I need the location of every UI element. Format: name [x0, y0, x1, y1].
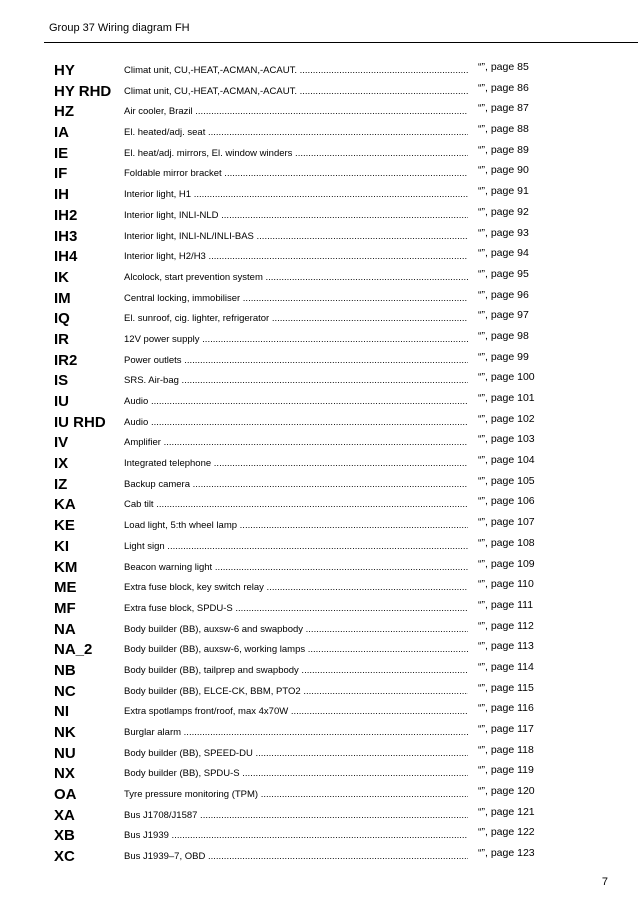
index-row: [54, 330, 594, 351]
diagram-code: IM: [54, 289, 71, 307]
page-reference[interactable]: “”, page 104: [478, 454, 535, 467]
diagram-description: Body builder (BB), SPEED-DU .....: [124, 748, 468, 760]
index-row: [54, 847, 594, 868]
diagram-description: Audio .....: [124, 396, 468, 408]
page-reference[interactable]: “”, page 90: [478, 164, 529, 177]
diagram-description: Burglar alarm .....: [124, 727, 468, 739]
diagram-code: MF: [54, 599, 76, 617]
diagram-description: Extra fuse block, key switch relay .....: [124, 582, 468, 594]
page-number: 7: [601, 876, 608, 888]
diagram-description: Body builder (BB), tailprep and swapbody .....: [124, 665, 468, 677]
diagram-description: Climat unit, CU,-HEAT,-ACMAN,-ACAUT. .....: [124, 65, 468, 77]
page-reference[interactable]: “”, page 89: [478, 143, 529, 156]
diagram-code: NA_2: [54, 641, 93, 659]
diagram-description: Body builder (BB), auxsw-6 and swapbody .....: [124, 624, 468, 636]
page-reference[interactable]: “”, page 98: [478, 329, 529, 342]
diagram-code: IR: [54, 330, 69, 348]
diagram-code: NK: [54, 724, 76, 741]
diagram-description: Bus J1939 .....: [124, 830, 468, 842]
index-row: [54, 744, 594, 765]
diagram-code: IU: [54, 393, 69, 410]
page-reference[interactable]: “”, page 93: [478, 226, 529, 239]
diagram-description: Foldable mirror bracket .....: [124, 168, 468, 180]
diagram-description: Climat unit, CU,-HEAT,-ACMAN,-ACAUT. .....: [124, 86, 468, 98]
index-row: [54, 537, 594, 558]
page-reference[interactable]: “”, page 116: [478, 702, 534, 715]
index-row: [54, 599, 594, 620]
page-reference[interactable]: “”, page 120: [478, 785, 535, 798]
diagram-description: Beacon warning light .....: [124, 562, 468, 574]
index-row: [54, 247, 594, 268]
diagram-description: El. sunroof, cig. lighter, refrigerator .....: [124, 313, 468, 325]
index-row: [54, 102, 594, 123]
page-reference[interactable]: “”, page 113: [478, 640, 534, 653]
page-reference[interactable]: “”, page 105: [478, 474, 535, 487]
diagram-code: NX: [54, 765, 75, 783]
diagram-code: IK: [54, 268, 69, 286]
diagram-description: Load light, 5:th wheel lamp .....: [124, 520, 468, 532]
index-row: [54, 806, 594, 827]
diagram-code: IU RHD: [54, 413, 106, 431]
page-reference[interactable]: “”, page 102: [478, 412, 535, 425]
diagram-description: El. heat/adj. mirrors, El. window winders .....: [124, 148, 468, 160]
index-row: [54, 268, 594, 289]
page-reference[interactable]: “”, page 111: [478, 598, 534, 611]
page-reference[interactable]: “”, page 94: [478, 247, 529, 260]
diagram-description: Cab tilt .....: [124, 499, 468, 511]
index-row: [54, 123, 594, 144]
page-reference[interactable]: “”, page 109: [478, 557, 535, 570]
diagram-description: Body builder (BB), ELCE-CK, BBM, PTO2 .....: [124, 686, 468, 698]
diagram-code: KI: [54, 537, 69, 555]
index-row: [54, 826, 594, 847]
diagram-code: IS: [54, 372, 69, 390]
index-row: [54, 661, 594, 682]
index-row: [54, 702, 594, 723]
index-row: [54, 289, 594, 310]
diagram-code: NB: [54, 661, 76, 679]
diagram-description: SRS. Air-bag .....: [124, 375, 468, 387]
diagram-description: Alcolock, start prevention system .....: [124, 272, 468, 284]
diagram-description: Extra fuse block, SPDU-S .....: [124, 603, 468, 615]
diagram-description: Body builder (BB), SPDU-S .....: [124, 768, 468, 780]
diagram-description: Integrated telephone .....: [124, 458, 468, 470]
index-row: [54, 723, 594, 744]
page-reference[interactable]: “”, page 95: [478, 267, 529, 280]
page-header-title: Group 37 Wiring diagram FH: [49, 22, 190, 34]
index-row: [54, 578, 594, 599]
index-row: [54, 185, 594, 206]
index-row: [54, 392, 594, 413]
header-divider: [44, 42, 638, 43]
diagram-code: ME: [54, 579, 77, 597]
page-reference[interactable]: “”, page 103: [478, 433, 535, 446]
index-row: [54, 516, 594, 537]
diagram-code: IQ: [54, 310, 70, 328]
page-reference[interactable]: “”, page 123: [478, 847, 535, 860]
page-reference[interactable]: “”, page 101: [478, 392, 535, 404]
index-row: [54, 433, 594, 454]
page-reference[interactable]: “”, page 106: [478, 495, 535, 508]
diagram-code: IH3: [54, 227, 78, 245]
index-row: [54, 144, 594, 165]
diagram-code: XC: [54, 848, 75, 866]
index-row: [54, 351, 594, 372]
page-reference[interactable]: “”, page 119: [478, 764, 534, 777]
page-reference[interactable]: “”, page 107: [478, 516, 535, 529]
diagram-description: 12V power supply .....: [124, 334, 468, 346]
diagram-description: Air cooler, Brazil .....: [124, 106, 468, 118]
index-list: [54, 61, 594, 868]
index-row: [54, 371, 594, 392]
page-reference[interactable]: “”, page 121: [478, 805, 535, 818]
diagram-code: NU: [54, 744, 76, 762]
index-row: [54, 454, 594, 475]
diagram-description: Extra spotlamps front/roof, max 4x70W .....: [124, 706, 468, 718]
index-row: [54, 413, 594, 434]
diagram-code: HZ: [54, 103, 74, 121]
index-row: [54, 475, 594, 496]
diagram-code: IE: [54, 144, 69, 162]
diagram-code: IF: [54, 165, 68, 183]
page-reference[interactable]: “”, page 86: [478, 81, 529, 94]
index-row: [54, 227, 594, 248]
page-reference[interactable]: “”, page 122: [478, 826, 535, 839]
diagram-code: NA: [54, 620, 76, 638]
index-row: [54, 309, 594, 330]
diagram-description: Interior light, H2/H3 .....: [124, 251, 468, 263]
diagram-code: IZ: [54, 475, 68, 493]
diagram-description: El. heated/adj. seat .....: [124, 127, 468, 139]
diagram-description: Amplifier .....: [124, 437, 468, 449]
page-reference[interactable]: “”, page 87: [478, 102, 529, 115]
page-reference[interactable]: “”, page 114: [478, 660, 534, 673]
page-reference[interactable]: “”, page 99: [478, 350, 529, 363]
diagram-description: Bus J1708/J1587 .....: [124, 810, 468, 822]
diagram-code: IV: [54, 434, 69, 452]
page-reference[interactable]: “”, page 108: [478, 536, 535, 549]
index-row: [54, 495, 594, 516]
index-row: [54, 164, 594, 185]
diagram-code: HY RHD: [54, 82, 112, 100]
diagram-code: IA: [54, 124, 69, 142]
diagram-description: Interior light, INLI-NL/INLI-BAS .....: [124, 231, 468, 243]
diagram-code: XB: [54, 827, 75, 845]
diagram-code: IH2: [54, 206, 78, 224]
index-row: [54, 61, 594, 82]
page-reference[interactable]: “”, page 118: [478, 743, 534, 756]
diagram-code: IR2: [54, 351, 78, 369]
page-reference[interactable]: “”, page 88: [478, 123, 529, 136]
diagram-description: Body builder (BB), auxsw-6, working lamps .....: [124, 644, 468, 656]
diagram-description: Light sign .....: [124, 541, 468, 553]
page-reference[interactable]: “”, page 97: [478, 309, 529, 322]
diagram-code: KM: [54, 558, 78, 576]
page-reference[interactable]: “”, page 96: [478, 288, 529, 301]
index-row: [54, 82, 594, 103]
index-row: [54, 682, 594, 703]
diagram-code: NI: [54, 703, 69, 721]
index-row: [54, 558, 594, 579]
page-reference[interactable]: “”, page 110: [478, 578, 534, 591]
index-row: [54, 764, 594, 785]
page-reference[interactable]: “”, page 85: [478, 61, 529, 73]
diagram-description: Central locking, immobiliser .....: [124, 293, 468, 305]
diagram-description: Interior light, INLI-NLD .....: [124, 210, 468, 222]
page-reference[interactable]: “”, page 115: [478, 681, 534, 694]
diagram-description: Tyre pressure monitoring (TPM) .....: [124, 789, 468, 801]
diagram-code: KE: [54, 517, 75, 535]
page-reference[interactable]: “”, page 112: [478, 619, 534, 632]
index-row: [54, 785, 594, 806]
diagram-code: OA: [54, 786, 77, 804]
page-reference[interactable]: “”, page 91: [478, 185, 529, 198]
index-row: [54, 206, 594, 227]
diagram-description: Audio .....: [124, 417, 468, 429]
page-reference[interactable]: “”, page 117: [478, 723, 534, 735]
diagram-description: Backup camera .....: [124, 479, 468, 491]
diagram-description: Bus J1939–7, OBD .....: [124, 851, 468, 863]
page-reference[interactable]: “”, page 100: [478, 371, 535, 384]
diagram-code: XA: [54, 806, 75, 824]
diagram-code: IH4: [54, 248, 78, 266]
diagram-description: Interior light, H1 .....: [124, 189, 468, 201]
diagram-code: IH: [54, 186, 69, 204]
diagram-description: Power outlets .....: [124, 355, 468, 367]
index-row: [54, 620, 594, 641]
page-reference[interactable]: “”, page 92: [478, 205, 529, 218]
diagram-code: KA: [54, 496, 76, 514]
diagram-code: HY: [54, 62, 75, 79]
index-row: [54, 640, 594, 661]
diagram-code: IX: [54, 455, 69, 473]
diagram-code: NC: [54, 682, 76, 700]
